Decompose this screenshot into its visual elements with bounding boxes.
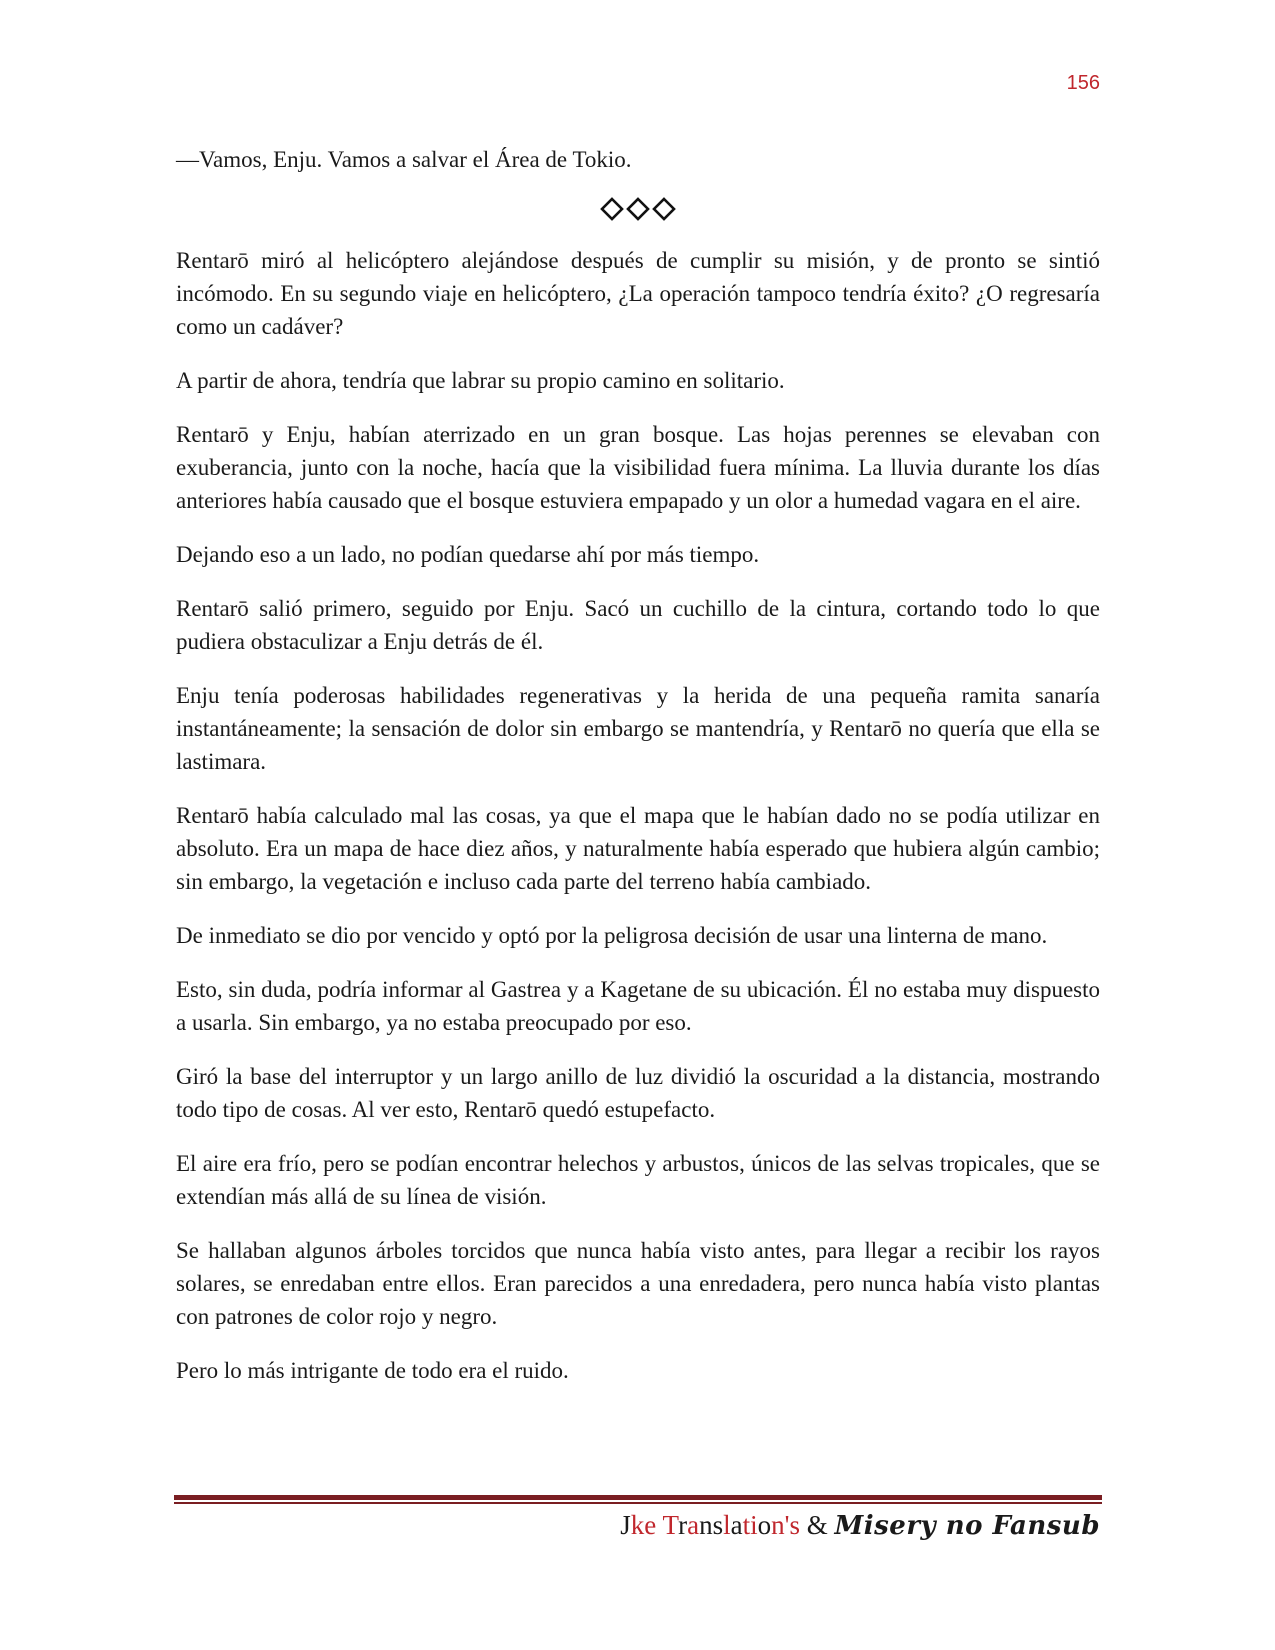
credit-script-name: Misery no Fansub [834, 1511, 1100, 1541]
document-body [176, 143, 1100, 1408]
footer-rule [174, 1495, 1102, 1504]
paragraph: El aire era frío, pero se podían encontrar helechos y arbustos, únicos de las selvas tropicales, que se extendían más allá de su línea de visión. [176, 1151, 1100, 1209]
paragraph: Esto, sin duda, podría informar al Gastrea y a Kagetane de su ubicación. Él no estaba muy dispuesto a usarla. Sin embargo, ya no estaba preocupado por eso. [176, 977, 1100, 1035]
paragraph: Rentarō y Enju, habían aterrizado en un gran bosque. Las hojas perennes se elevaban con exuberancia, junto con la noche, hacía que la visibilidad fuera mínima. La lluvia durante los días anteriores había causado que el bosque estuviera empapado y un olor a humedad vagara en el aire. [176, 422, 1100, 513]
page-number: 156 [1066, 72, 1100, 94]
paragraph: De inmediato se dio por vencido y optó por la peligrosa decisión de usar una linterna de mano. [176, 923, 1048, 948]
credit-l: l [723, 1510, 731, 1540]
paragraph: Rentarō salió primero, seguido por Enju. Sacó un cuchillo de la cintura, cortando todo lo que pudiera obstaculizar a Enju detrás de él. [176, 596, 1100, 654]
paragraph: Dejando eso a un lado, no podían quedarse ahí por más tiempo. [176, 542, 760, 567]
paragraph: Se hallaban algunos árboles torcidos que nunca había visto antes, para llegar a recibir los rayos solares, se enredaban entre ellos. Eran parecidos a una enredadera, pero nunca había visto plantas con patrones de color rojo y negro. [176, 1238, 1100, 1329]
opening-line: —Vamos, Enju. Vamos a salvar el Área de Tokio. [176, 147, 632, 172]
paragraph: Pero lo más intrigante de todo era el ruido. [176, 1358, 569, 1383]
credit-a: a [687, 1510, 700, 1540]
section-separator [176, 194, 1100, 224]
paragraph: Rentarō había calculado mal las cosas, ya que el mapa que le habían dado no se podía utilizar en absoluto. Era un mapa de hace diez años, y naturalmente había esperado que hubiera algún cambio; sin embargo, la vegetación e incluso cada parte del terreno había cambiado. [176, 803, 1100, 894]
credit-ampersand: & [799, 1510, 835, 1540]
paragraph: A partir de ahora, tendría que labrar su propio camino en solitario. [176, 368, 785, 393]
paragraph: Enju tenía poderosas habilidades regenerativas y la herida de una pequeña ramita sanaría instantáneamente; la sensación de dolor sin embargo se mantendría, y Rentarō no quería que ella se lastimara. [176, 683, 1100, 774]
credit-ns: ns [699, 1510, 724, 1540]
credit-o: o [757, 1510, 772, 1540]
credit-r: r [678, 1510, 688, 1540]
credit-ti: ti [742, 1510, 758, 1540]
paragraph: Giró la base del interruptor y un largo anillo de luz dividió la oscuridad a la distancia, mostrando todo tipo de cosas. Al ver esto, Rentarō quedó estupefacto. [176, 1064, 1100, 1122]
credit-ke: ke [630, 1510, 657, 1540]
footer-rule-thin [174, 1502, 1102, 1504]
credit-j: J [620, 1510, 631, 1540]
credit-ns-suffix: n's [771, 1510, 800, 1540]
credit-t: T [662, 1510, 679, 1540]
credit-a2: a [730, 1510, 743, 1540]
paragraph: Rentarō miró al helicóptero alejándose después de cumplir su misión, y de pronto se sintió incómodo. En su segundo viaje en helicóptero, ¿La operación tampoco tendría éxito? ¿O regresaría como un cadáver? [176, 248, 1100, 339]
three-diamonds-icon [600, 197, 676, 221]
footer-credit [560, 1510, 1100, 1541]
